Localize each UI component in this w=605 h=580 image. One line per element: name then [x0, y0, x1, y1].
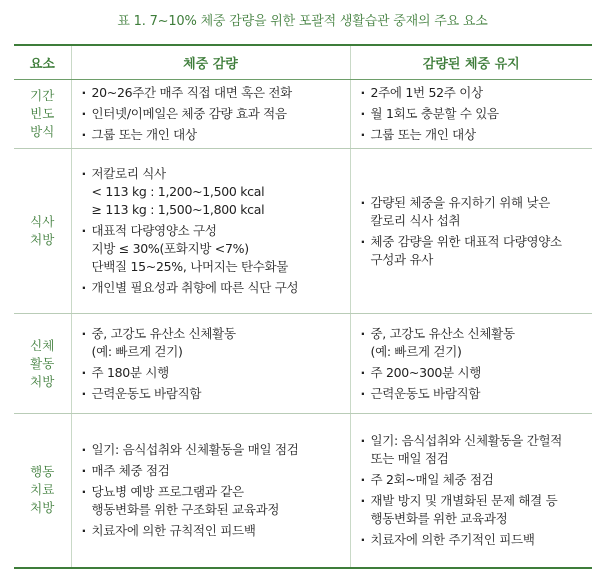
list-item: · 치료자에 의한 주기적인 피드백	[361, 531, 593, 549]
list-item: · 재발 방지 및 개별화된 문제 해결 등 행동변화를 위한 교육과정	[361, 492, 593, 528]
loss-cell	[71, 414, 350, 568]
list-item: · 매주 체중 점검	[82, 462, 350, 480]
list-item: · 20~26주간 매주 직접 대면 혹은 전화	[82, 84, 350, 102]
maintain-cell	[350, 149, 592, 314]
maintain-cell	[350, 80, 592, 149]
row-factor: 신체 활동 처방	[14, 314, 71, 414]
list-item: · 감량된 체중을 유지하기 위해 낮은 칼로리 식사 섭취	[361, 194, 593, 230]
list-item: · 2주에 1번 52주 이상	[361, 84, 593, 102]
list-item: · 주 2회~매일 체중 점검	[361, 471, 593, 489]
list-item: · 체중 감량을 위한 대표적 다량영양소 구성과 유사	[361, 233, 593, 269]
row-factor: 행동 치료 처방	[14, 414, 71, 568]
maintain-cell	[350, 314, 592, 414]
table-row	[14, 80, 592, 149]
list-item: · 주 200~300분 시행	[361, 364, 593, 382]
list-item: · 중, 고강도 유산소 신체활동 (예: 빠르게 걷기)	[361, 325, 593, 361]
row-factor: 식사 처방	[14, 149, 71, 314]
list-item: · 저칼로리 식사 < 113 kg : 1,200~1,500 kcal ≥ 113 kg : 1,500~1,800 kcal	[82, 165, 350, 219]
header-weight-maintenance: 감량된 체중 유지	[350, 45, 592, 80]
list-item: · 주 180분 시행	[82, 364, 350, 382]
loss-cell	[71, 314, 350, 414]
row-factor: 기간 빈도 방식	[14, 80, 71, 149]
list-item: · 근력운동도 바람직함	[361, 385, 593, 403]
list-item: · 월 1회도 충분할 수 있음	[361, 105, 593, 123]
list-item: · 그룹 또는 개인 대상	[361, 126, 593, 144]
loss-cell	[71, 149, 350, 314]
table-title: 표 1. 7~10% 체중 감량을 위한 포괄적 생활습관 중재의 주요 요소	[117, 14, 488, 29]
header-factor: 요소	[14, 45, 71, 80]
table-row	[14, 149, 592, 314]
list-item: · 인터넷/이메일은 체중 감량 효과 적음	[82, 105, 350, 123]
list-item: · 개인별 필요성과 취향에 따른 식단 구성	[82, 279, 350, 297]
list-item: · 일기: 음식섭취와 신체활동을 간헐적 또는 매일 점검	[361, 432, 593, 468]
list-item: · 치료자에 의한 규칙적인 피드백	[82, 522, 350, 540]
list-item: · 중, 고강도 유산소 신체활동 (예: 빠르게 걷기)	[82, 325, 350, 361]
list-item: · 대표적 다량영양소 구성 지방 ≤ 30%(포화지방 <7%) 단백질 15~25%, 나머지는 탄수화물	[82, 222, 350, 276]
list-item: · 그룹 또는 개인 대상	[82, 126, 350, 144]
lifestyle-intervention-table	[14, 44, 592, 569]
table-row	[14, 314, 592, 414]
table-row	[14, 414, 592, 568]
list-item: · 당뇨병 예방 프로그램과 같은 행동변화를 위한 구조화된 교육과정	[82, 483, 350, 519]
header-weight-loss: 체중 감량	[71, 45, 350, 80]
maintain-cell	[350, 414, 592, 568]
list-item: · 근력운동도 바람직함	[82, 385, 350, 403]
loss-cell	[71, 80, 350, 149]
header-row	[14, 45, 592, 80]
list-item: · 일기: 음식섭취와 신체활동을 매일 점검	[82, 441, 350, 459]
